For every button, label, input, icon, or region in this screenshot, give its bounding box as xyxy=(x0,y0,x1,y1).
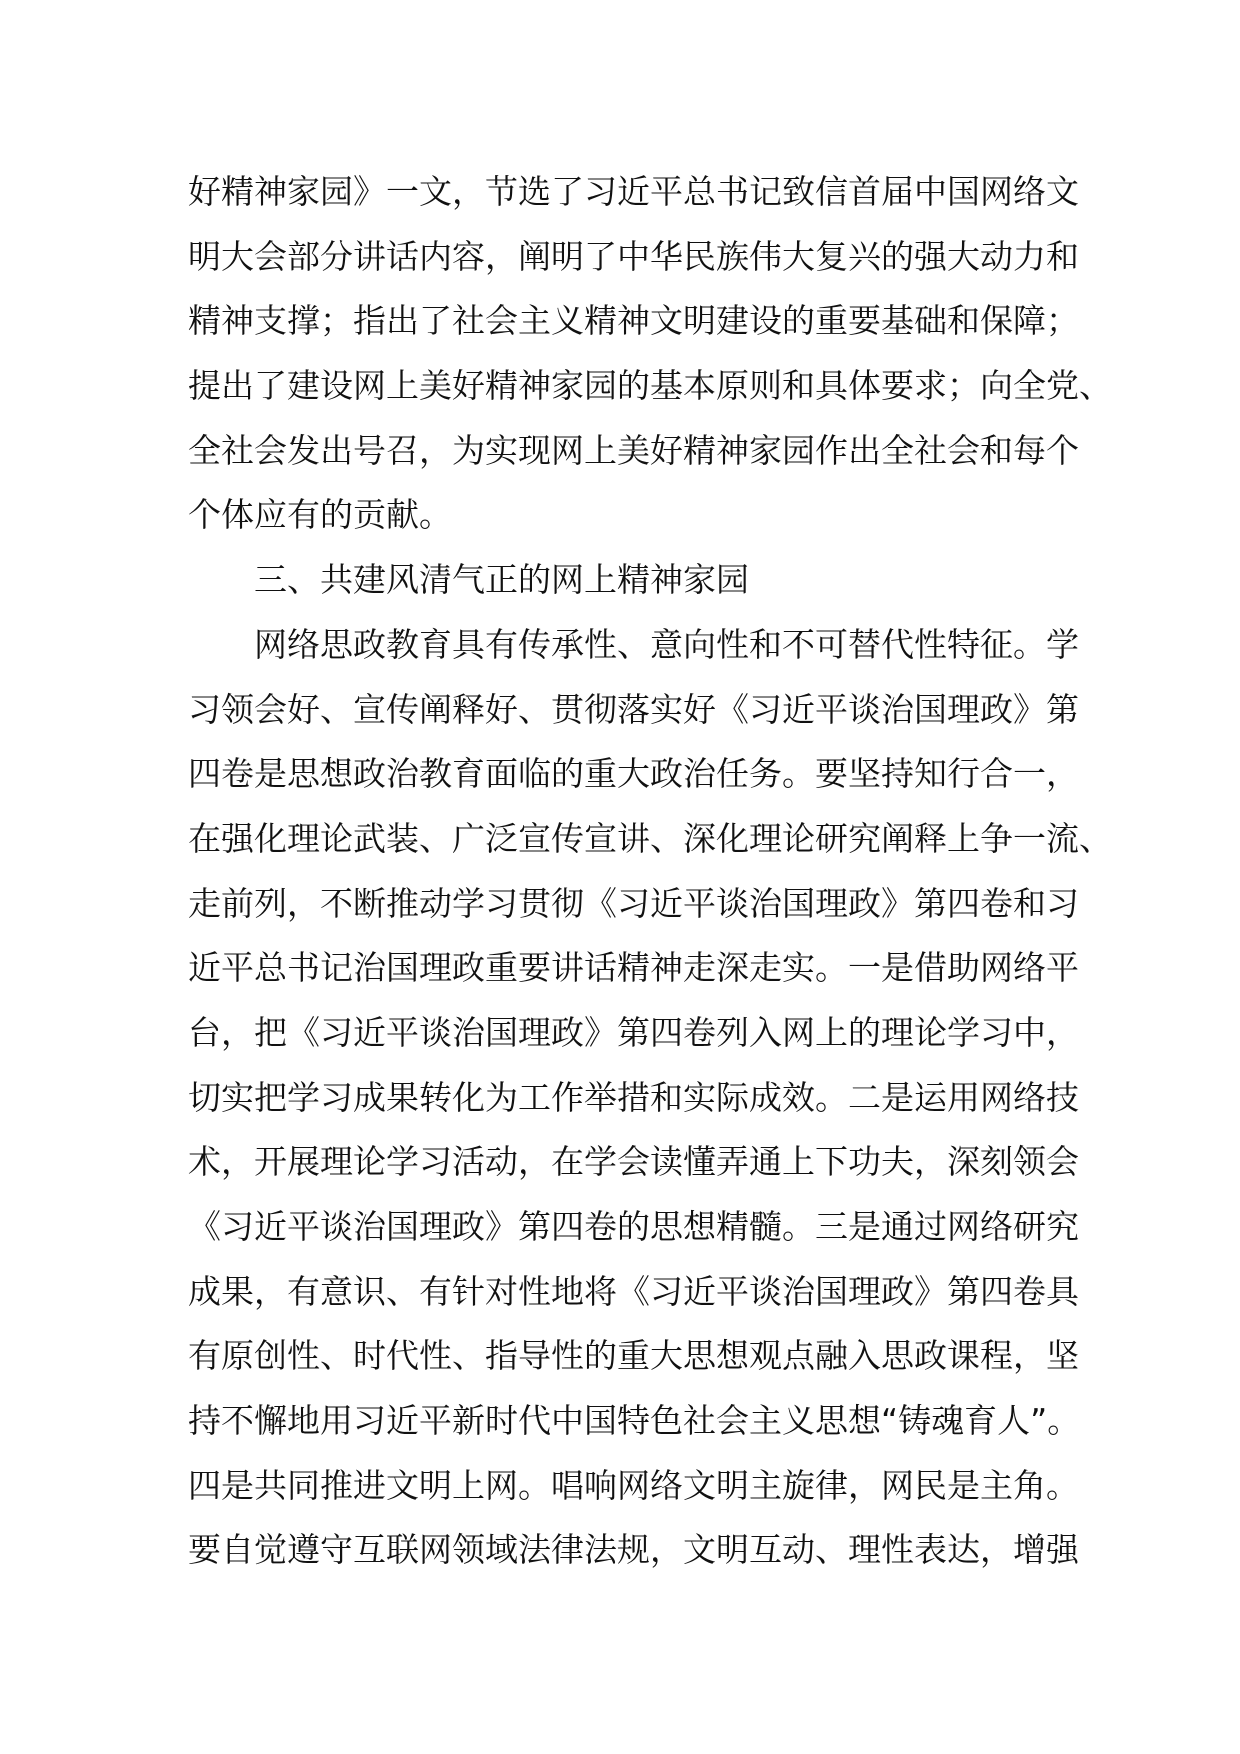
section-heading: 三、共建风清气正的网上精神家园 xyxy=(254,560,749,600)
text-line: 习领会好、宣传阐释好、贯彻落实好《习近平谈治国理政》第 xyxy=(188,689,1079,729)
text-line: 成果，有意识、有针对性地将《习近平谈治国理政》第四卷具 xyxy=(188,1271,1079,1311)
text-line: 台，把《习近平谈治国理政》第四卷列入网上的理论学习中， xyxy=(188,1012,1079,1052)
text-line: 走前列，不断推动学习贯彻《习近平谈治国理政》第四卷和习 xyxy=(188,883,1079,923)
text-line: 有原创性、时代性、指导性的重大思想观点融入思政课程，坚 xyxy=(188,1336,1079,1376)
body-text xyxy=(188,160,1112,1583)
text-line: 近平总书记治国理政重要讲话精神走深走实。一是借助网络平 xyxy=(188,948,1079,988)
text-line: 提出了建设网上美好精神家园的基本原则和具体要求；向全党、 xyxy=(188,366,1112,406)
text-line: 术，开展理论学习活动，在学会读懂弄通上下功夫，深刻领会 xyxy=(188,1142,1079,1182)
text-line: 好精神家园》一文，节选了习近平总书记致信首届中国网络文 xyxy=(188,172,1079,211)
text-line: 明大会部分讲话内容，阐明了中华民族伟大复兴的强大动力和 xyxy=(188,236,1079,276)
text-line: 要自觉遵守互联网领域法律法规，文明互动、理性表达，增强 xyxy=(188,1530,1079,1570)
text-line: 四是共同推进文明上网。唱响网络文明主旋律，网民是主角。 xyxy=(188,1465,1079,1505)
text-line: 《习近平谈治国理政》第四卷的思想精髓。三是通过网络研究 xyxy=(188,1207,1079,1246)
text-line: 切实把学习成果转化为工作举措和实际成效。二是运用网络技 xyxy=(188,1077,1079,1117)
text-line: 个体应有的贡献。 xyxy=(188,495,452,535)
text-line: 精神支撑；指出了社会主义精神文明建设的重要基础和保障； xyxy=(188,301,1079,341)
text-line: 四卷是思想政治教育面临的重大政治任务。要坚持知行合一， xyxy=(188,754,1079,794)
text-line: 全社会发出号召，为实现网上美好精神家园作出全社会和每个 xyxy=(188,430,1079,470)
paragraph-first-line: 网络思政教育具有传承性、意向性和不可替代性特征。学 xyxy=(254,624,1079,664)
text-line: 在强化理论武装、广泛宣传宣讲、深化理论研究阐释上争一流、 xyxy=(188,818,1112,858)
text-line: 持不懈地用习近平新时代中国特色社会主义思想“铸魂育人”。 xyxy=(188,1401,1081,1441)
